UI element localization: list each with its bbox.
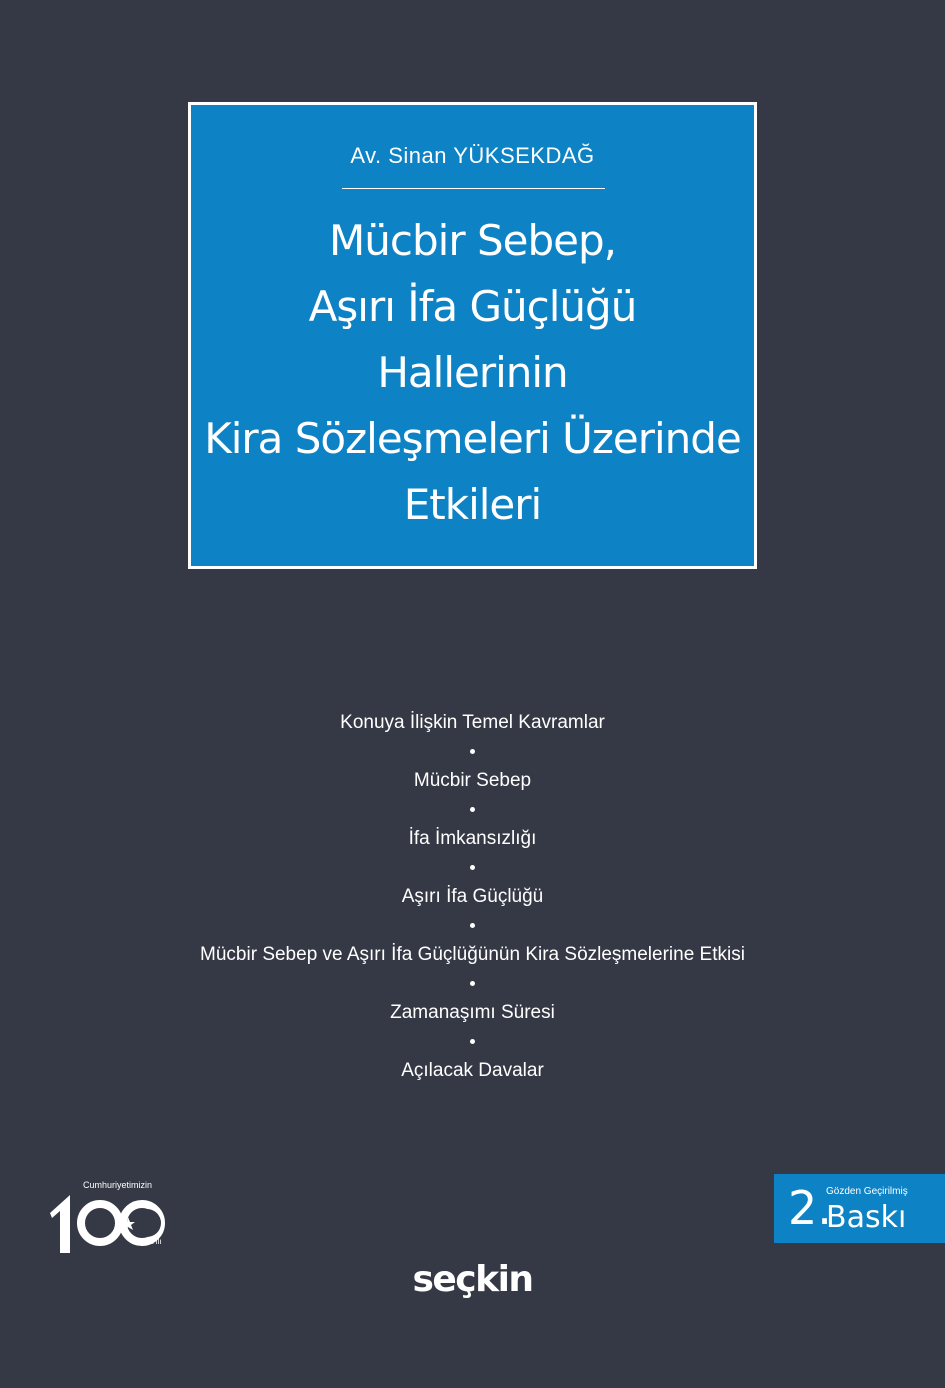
- topics-list: [0, 708, 945, 1085]
- edition-label: Baskı: [826, 1200, 907, 1235]
- bullet-separator: [0, 795, 945, 824]
- edition-subtitle: Gözden Geçirilmiş: [826, 1186, 908, 1197]
- bullet-separator: [0, 853, 945, 882]
- topic-item: Mücbir Sebep: [413, 770, 532, 791]
- centenary-year: .Yılı: [148, 1237, 162, 1246]
- edition-number: 2.: [788, 1181, 832, 1235]
- title-line: Mücbir Sebep,: [329, 216, 616, 265]
- title-line: Hallerinin: [377, 348, 568, 397]
- author-name: Av. Sinan YÜKSEKDAĞ: [350, 143, 595, 168]
- topic-item: Konuya İlişkin Temel Kavramlar: [340, 712, 605, 733]
- title-line: Aşırı İfa Güçlüğü: [308, 282, 637, 331]
- bullet-separator: [0, 911, 945, 940]
- title-line: Etkileri: [403, 480, 542, 529]
- topic-item: Zamanaşımı Süresi: [390, 1002, 555, 1023]
- centenary-caption: Cumhuriyetimizin: [83, 1180, 153, 1190]
- publisher-logo: seçkin: [412, 1259, 533, 1300]
- topic-item: Mücbir Sebep ve Aşırı İfa Güçlüğünün Kira Sözleşmelerine Etkisi: [200, 944, 745, 965]
- topic-item: Aşırı İfa Güçlüğü: [401, 886, 544, 907]
- edition-badge: [774, 1174, 945, 1243]
- title-line: Kira Sözleşmeleri Üzerinde: [204, 414, 741, 463]
- bullet-separator: [0, 969, 945, 998]
- centenary-logo: [44, 1175, 174, 1257]
- title-panel: [188, 102, 757, 569]
- topic-item: İfa İmkansızlığı: [408, 828, 537, 849]
- bullet-separator: [0, 737, 945, 766]
- topic-item: Açılacak Davalar: [401, 1060, 544, 1081]
- bullet-separator: [0, 1027, 945, 1056]
- book-title: [191, 208, 754, 538]
- author-divider: [342, 188, 605, 189]
